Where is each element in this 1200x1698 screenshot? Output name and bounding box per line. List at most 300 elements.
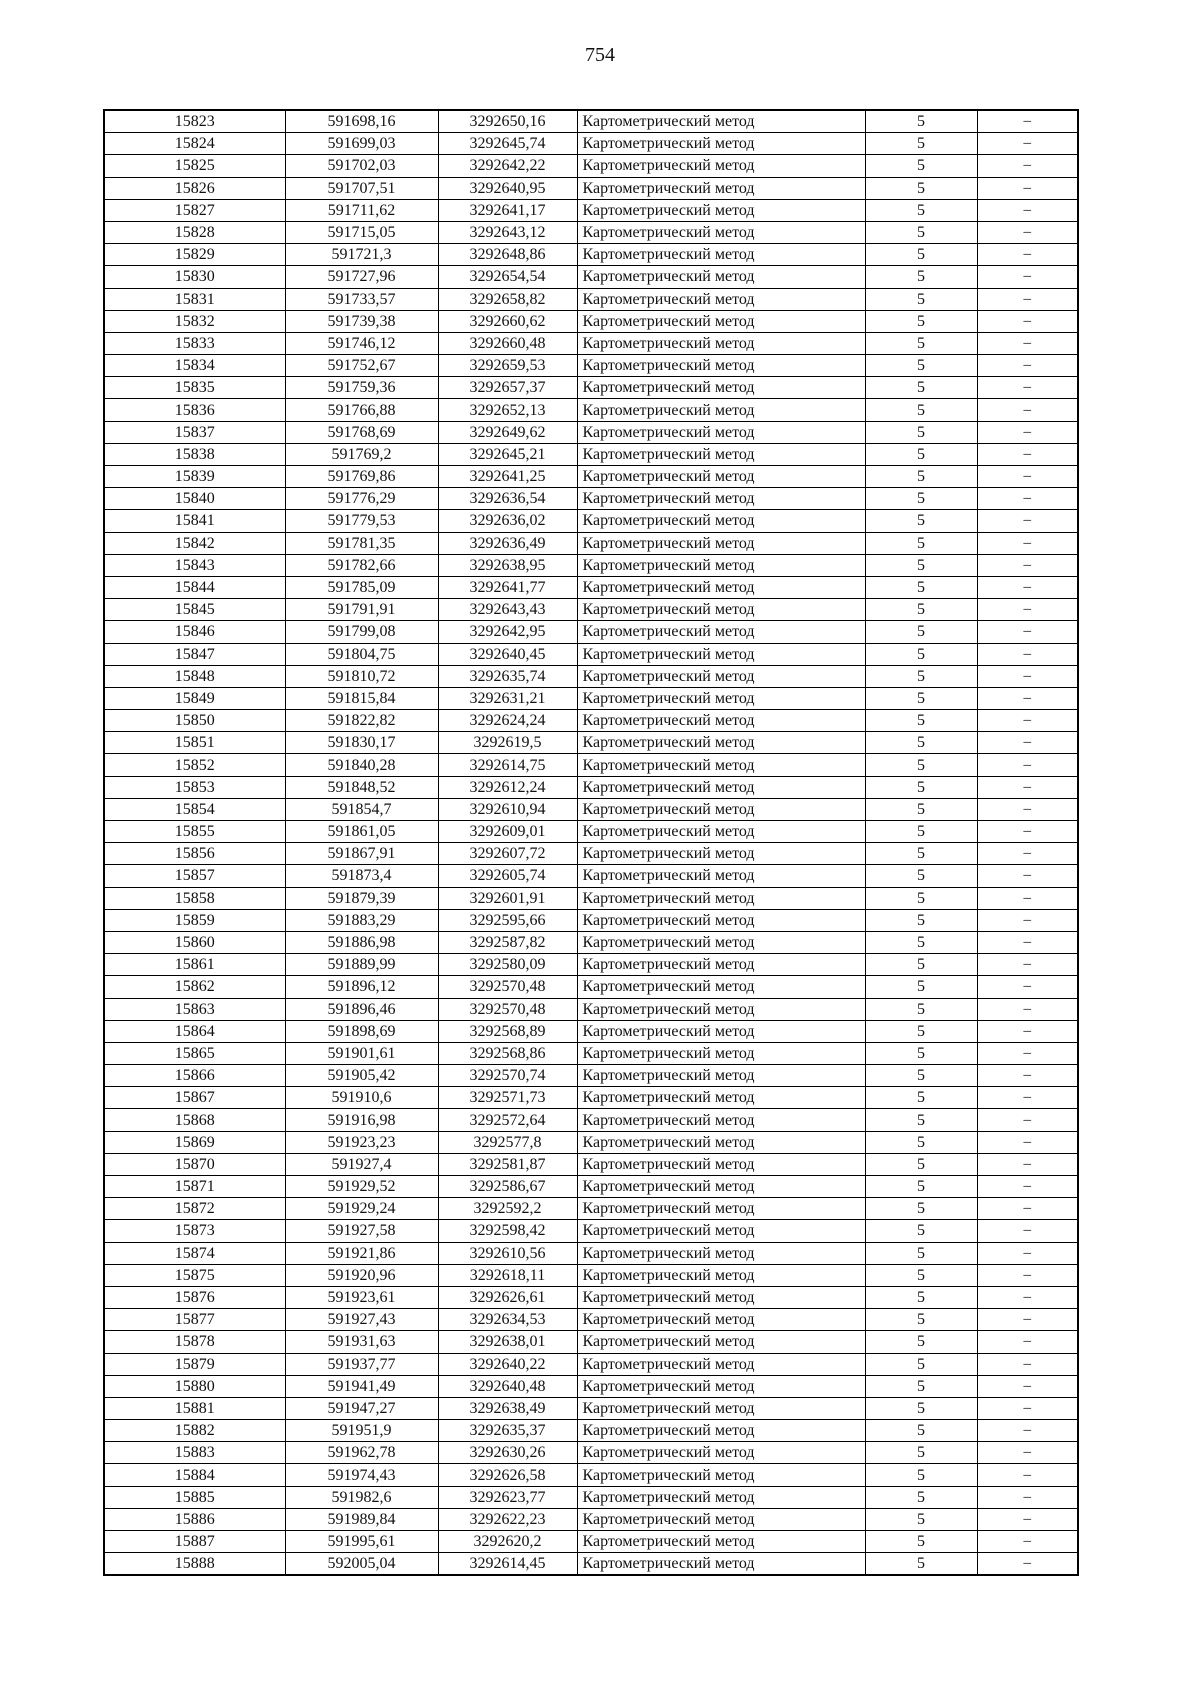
point-number-cell: 15823 [104,110,285,133]
table-row [104,1220,1078,1242]
x-coordinate-cell: 591861,05 [285,821,438,843]
x-coordinate-cell: 591923,61 [285,1286,438,1308]
accuracy-cell: 5 [865,332,977,354]
point-number-cell: 15858 [104,887,285,909]
method-cell: Картометрический метод [577,843,865,865]
coordinates-table-body [104,110,1078,1575]
x-coordinate-cell: 591785,09 [285,576,438,598]
method-cell: Картометрический метод [577,399,865,421]
method-cell: Картометрический метод [577,798,865,820]
y-coordinate-cell: 3292572,64 [438,1109,577,1131]
x-coordinate-cell: 591974,43 [285,1464,438,1486]
note-cell: – [977,576,1078,598]
table-row [104,865,1078,887]
x-coordinate-cell: 591898,69 [285,1020,438,1042]
table-row [104,687,1078,709]
x-coordinate-cell: 591746,12 [285,332,438,354]
note-cell: – [977,244,1078,266]
y-coordinate-cell: 3292607,72 [438,843,577,865]
point-number-cell: 15877 [104,1309,285,1331]
y-coordinate-cell: 3292568,86 [438,1042,577,1064]
table-row [104,576,1078,598]
x-coordinate-cell: 591769,2 [285,443,438,465]
x-coordinate-cell: 591921,86 [285,1242,438,1264]
method-cell: Картометрический метод [577,1198,865,1220]
y-coordinate-cell: 3292619,5 [438,732,577,754]
accuracy-cell: 5 [865,954,977,976]
table-row [104,1131,1078,1153]
method-cell: Картометрический метод [577,244,865,266]
point-number-cell: 15868 [104,1109,285,1131]
accuracy-cell: 5 [865,1131,977,1153]
table-row [104,1397,1078,1419]
point-number-cell: 15887 [104,1531,285,1553]
accuracy-cell: 5 [865,599,977,621]
table-row [104,399,1078,421]
y-coordinate-cell: 3292640,22 [438,1353,577,1375]
x-coordinate-cell: 591910,6 [285,1087,438,1109]
method-cell: Картометрический метод [577,288,865,310]
table-row [104,221,1078,243]
note-cell: – [977,1286,1078,1308]
table-row [104,621,1078,643]
y-coordinate-cell: 3292570,74 [438,1065,577,1087]
note-cell: – [977,1131,1078,1153]
method-cell: Картометрический метод [577,443,865,465]
y-coordinate-cell: 3292571,73 [438,1087,577,1109]
table-row [104,1020,1078,1042]
accuracy-cell: 5 [865,199,977,221]
note-cell: – [977,488,1078,510]
x-coordinate-cell: 591815,84 [285,687,438,709]
x-coordinate-cell: 591929,52 [285,1176,438,1198]
method-cell: Картометрический метод [577,687,865,709]
note-cell: – [977,1420,1078,1442]
y-coordinate-cell: 3292614,75 [438,754,577,776]
accuracy-cell: 5 [865,1397,977,1419]
point-number-cell: 15825 [104,155,285,177]
table-row [104,599,1078,621]
note-cell: – [977,1042,1078,1064]
point-number-cell: 15866 [104,1065,285,1087]
y-coordinate-cell: 3292605,74 [438,865,577,887]
point-number-cell: 15860 [104,931,285,953]
x-coordinate-cell: 591830,17 [285,732,438,754]
accuracy-cell: 5 [865,1242,977,1264]
method-cell: Картометрический метод [577,710,865,732]
point-number-cell: 15830 [104,266,285,288]
table-row [104,1198,1078,1220]
note-cell: – [977,443,1078,465]
note-cell: – [977,1264,1078,1286]
table-row [104,909,1078,931]
accuracy-cell: 5 [865,1153,977,1175]
table-row [104,554,1078,576]
note-cell: – [977,377,1078,399]
point-number-cell: 15849 [104,687,285,709]
method-cell: Картометрический метод [577,488,865,510]
method-cell: Картометрический метод [577,1264,865,1286]
method-cell: Картометрический метод [577,1508,865,1530]
accuracy-cell: 5 [865,1109,977,1131]
table-row [104,1420,1078,1442]
accuracy-cell: 5 [865,665,977,687]
y-coordinate-cell: 3292624,24 [438,710,577,732]
point-number-cell: 15836 [104,399,285,421]
note-cell: – [977,1087,1078,1109]
accuracy-cell: 5 [865,133,977,155]
table-row [104,133,1078,155]
y-coordinate-cell: 3292595,66 [438,909,577,931]
y-coordinate-cell: 3292660,62 [438,310,577,332]
y-coordinate-cell: 3292638,49 [438,1397,577,1419]
method-cell: Картометрический метод [577,1553,865,1576]
y-coordinate-cell: 3292642,22 [438,155,577,177]
method-cell: Картометрический метод [577,1486,865,1508]
x-coordinate-cell: 591766,88 [285,399,438,421]
table-row [104,1176,1078,1198]
x-coordinate-cell: 591699,03 [285,133,438,155]
table-row [104,466,1078,488]
table-row [104,1331,1078,1353]
accuracy-cell: 5 [865,1087,977,1109]
table-row [104,1375,1078,1397]
accuracy-cell: 5 [865,399,977,421]
point-number-cell: 15838 [104,443,285,465]
note-cell: – [977,887,1078,909]
method-cell: Картометрический метод [577,421,865,443]
accuracy-cell: 5 [865,377,977,399]
method-cell: Картометрический метод [577,1087,865,1109]
method-cell: Картометрический метод [577,1309,865,1331]
point-number-cell: 15833 [104,332,285,354]
method-cell: Картометрический метод [577,199,865,221]
accuracy-cell: 5 [865,998,977,1020]
x-coordinate-cell: 591791,91 [285,599,438,621]
note-cell: – [977,110,1078,133]
method-cell: Картометрический метод [577,355,865,377]
method-cell: Картометрический метод [577,887,865,909]
point-number-cell: 15829 [104,244,285,266]
accuracy-cell: 5 [865,1286,977,1308]
note-cell: – [977,532,1078,554]
y-coordinate-cell: 3292641,77 [438,576,577,598]
method-cell: Картометрический метод [577,1242,865,1264]
page-number: 754 [585,44,615,66]
note-cell: – [977,1198,1078,1220]
point-number-cell: 15885 [104,1486,285,1508]
accuracy-cell: 5 [865,1065,977,1087]
note-cell: – [977,599,1078,621]
x-coordinate-cell: 591822,82 [285,710,438,732]
x-coordinate-cell: 591727,96 [285,266,438,288]
table-row [104,754,1078,776]
method-cell: Картометрический метод [577,266,865,288]
point-number-cell: 15839 [104,466,285,488]
note-cell: – [977,732,1078,754]
accuracy-cell: 5 [865,421,977,443]
point-number-cell: 15845 [104,599,285,621]
table-row [104,931,1078,953]
accuracy-cell: 5 [865,1508,977,1530]
accuracy-cell: 5 [865,110,977,133]
y-coordinate-cell: 3292623,77 [438,1486,577,1508]
point-number-cell: 15864 [104,1020,285,1042]
accuracy-cell: 5 [865,554,977,576]
accuracy-cell: 5 [865,488,977,510]
note-cell: – [977,1109,1078,1131]
accuracy-cell: 5 [865,510,977,532]
table-row [104,1264,1078,1286]
accuracy-cell: 5 [865,643,977,665]
y-coordinate-cell: 3292649,62 [438,421,577,443]
accuracy-cell: 5 [865,843,977,865]
note-cell: – [977,421,1078,443]
note-cell: – [977,776,1078,798]
accuracy-cell: 5 [865,710,977,732]
note-cell: – [977,710,1078,732]
point-number-cell: 15873 [104,1220,285,1242]
table-row [104,732,1078,754]
note-cell: – [977,976,1078,998]
table-row [104,976,1078,998]
y-coordinate-cell: 3292581,87 [438,1153,577,1175]
table-row [104,421,1078,443]
accuracy-cell: 5 [865,266,977,288]
point-number-cell: 15852 [104,754,285,776]
accuracy-cell: 5 [865,754,977,776]
note-cell: – [977,687,1078,709]
method-cell: Картометрический метод [577,954,865,976]
point-number-cell: 15880 [104,1375,285,1397]
accuracy-cell: 5 [865,576,977,598]
note-cell: – [977,621,1078,643]
note-cell: – [977,355,1078,377]
method-cell: Картометрический метод [577,1042,865,1064]
y-coordinate-cell: 3292610,94 [438,798,577,820]
x-coordinate-cell: 591951,9 [285,1420,438,1442]
table-row [104,643,1078,665]
accuracy-cell: 5 [865,687,977,709]
note-cell: – [977,1353,1078,1375]
y-coordinate-cell: 3292631,21 [438,687,577,709]
y-coordinate-cell: 3292620,2 [438,1531,577,1553]
table-row [104,1531,1078,1553]
note-cell: – [977,554,1078,576]
point-number-cell: 15850 [104,710,285,732]
point-number-cell: 15871 [104,1176,285,1198]
x-coordinate-cell: 591840,28 [285,754,438,776]
table-row [104,1042,1078,1064]
x-coordinate-cell: 591916,98 [285,1109,438,1131]
table-row [104,1242,1078,1264]
accuracy-cell: 5 [865,288,977,310]
y-coordinate-cell: 3292636,49 [438,532,577,554]
point-number-cell: 15856 [104,843,285,865]
table-row [104,155,1078,177]
point-number-cell: 15827 [104,199,285,221]
table-row [104,488,1078,510]
point-number-cell: 15842 [104,532,285,554]
note-cell: – [977,1176,1078,1198]
note-cell: – [977,998,1078,1020]
point-number-cell: 15846 [104,621,285,643]
note-cell: – [977,1397,1078,1419]
note-cell: – [977,221,1078,243]
y-coordinate-cell: 3292630,26 [438,1442,577,1464]
x-coordinate-cell: 591698,16 [285,110,438,133]
point-number-cell: 15865 [104,1042,285,1064]
note-cell: – [977,1508,1078,1530]
note-cell: – [977,1464,1078,1486]
y-coordinate-cell: 3292648,86 [438,244,577,266]
note-cell: – [977,177,1078,199]
y-coordinate-cell: 3292570,48 [438,976,577,998]
point-number-cell: 15882 [104,1420,285,1442]
table-row [104,1353,1078,1375]
point-number-cell: 15867 [104,1087,285,1109]
accuracy-cell: 5 [865,1486,977,1508]
x-coordinate-cell: 591931,63 [285,1331,438,1353]
method-cell: Картометрический метод [577,466,865,488]
y-coordinate-cell: 3292610,56 [438,1242,577,1264]
note-cell: – [977,1153,1078,1175]
accuracy-cell: 5 [865,821,977,843]
y-coordinate-cell: 3292626,58 [438,1464,577,1486]
note-cell: – [977,1531,1078,1553]
table-row [104,1508,1078,1530]
table-row [104,887,1078,909]
x-coordinate-cell: 591715,05 [285,221,438,243]
point-number-cell: 15874 [104,1242,285,1264]
method-cell: Картометрический метод [577,665,865,687]
table-row [104,288,1078,310]
table-row [104,1442,1078,1464]
accuracy-cell: 5 [865,1420,977,1442]
method-cell: Картометрический метод [577,1375,865,1397]
method-cell: Картометрический метод [577,1353,865,1375]
y-coordinate-cell: 3292635,37 [438,1420,577,1442]
x-coordinate-cell: 591779,53 [285,510,438,532]
table-row [104,1486,1078,1508]
y-coordinate-cell: 3292650,16 [438,110,577,133]
x-coordinate-cell: 591848,52 [285,776,438,798]
point-number-cell: 15837 [104,421,285,443]
method-cell: Картометрический метод [577,1153,865,1175]
accuracy-cell: 5 [865,1042,977,1064]
method-cell: Картометрический метод [577,931,865,953]
method-cell: Картометрический метод [577,821,865,843]
note-cell: – [977,155,1078,177]
x-coordinate-cell: 591873,4 [285,865,438,887]
y-coordinate-cell: 3292641,25 [438,466,577,488]
y-coordinate-cell: 3292598,42 [438,1220,577,1242]
note-cell: – [977,1553,1078,1576]
y-coordinate-cell: 3292658,82 [438,288,577,310]
method-cell: Картометрический метод [577,1176,865,1198]
note-cell: – [977,1375,1078,1397]
accuracy-cell: 5 [865,1442,977,1464]
x-coordinate-cell: 591721,3 [285,244,438,266]
x-coordinate-cell: 591962,78 [285,1442,438,1464]
accuracy-cell: 5 [865,909,977,931]
table-row [104,821,1078,843]
point-number-cell: 15862 [104,976,285,998]
table-row [104,443,1078,465]
y-coordinate-cell: 3292622,23 [438,1508,577,1530]
y-coordinate-cell: 3292640,48 [438,1375,577,1397]
table-row [104,355,1078,377]
note-cell: – [977,133,1078,155]
table-row [104,1153,1078,1175]
note-cell: – [977,1442,1078,1464]
accuracy-cell: 5 [865,1464,977,1486]
note-cell: – [977,510,1078,532]
y-coordinate-cell: 3292614,45 [438,1553,577,1576]
table-row [104,998,1078,1020]
accuracy-cell: 5 [865,1375,977,1397]
x-coordinate-cell: 591702,03 [285,155,438,177]
x-coordinate-cell: 591929,24 [285,1198,438,1220]
table-row [104,665,1078,687]
note-cell: – [977,310,1078,332]
note-cell: – [977,288,1078,310]
table-row [104,510,1078,532]
accuracy-cell: 5 [865,798,977,820]
x-coordinate-cell: 591995,61 [285,1531,438,1553]
table-row [104,244,1078,266]
y-coordinate-cell: 3292636,54 [438,488,577,510]
y-coordinate-cell: 3292640,95 [438,177,577,199]
x-coordinate-cell: 591867,91 [285,843,438,865]
y-coordinate-cell: 3292612,24 [438,776,577,798]
method-cell: Картометрический метод [577,576,865,598]
point-number-cell: 15879 [104,1353,285,1375]
x-coordinate-cell: 591733,57 [285,288,438,310]
x-coordinate-cell: 591711,62 [285,199,438,221]
y-coordinate-cell: 3292652,13 [438,399,577,421]
accuracy-cell: 5 [865,776,977,798]
note-cell: – [977,1486,1078,1508]
method-cell: Картометрический метод [577,1220,865,1242]
x-coordinate-cell: 591901,61 [285,1042,438,1064]
x-coordinate-cell: 591889,99 [285,954,438,976]
table-row [104,1553,1078,1576]
method-cell: Картометрический метод [577,776,865,798]
note-cell: – [977,843,1078,865]
note-cell: – [977,266,1078,288]
method-cell: Картометрический метод [577,332,865,354]
y-coordinate-cell: 3292609,01 [438,821,577,843]
table-row [104,843,1078,865]
y-coordinate-cell: 3292626,61 [438,1286,577,1308]
note-cell: – [977,466,1078,488]
y-coordinate-cell: 3292587,82 [438,931,577,953]
accuracy-cell: 5 [865,155,977,177]
table-row [104,199,1078,221]
method-cell: Картометрический метод [577,909,865,931]
point-number-cell: 15857 [104,865,285,887]
method-cell: Картометрический метод [577,1420,865,1442]
accuracy-cell: 5 [865,310,977,332]
method-cell: Картометрический метод [577,532,865,554]
table-row [104,332,1078,354]
note-cell: – [977,798,1078,820]
table-row [104,776,1078,798]
y-coordinate-cell: 3292642,95 [438,621,577,643]
y-coordinate-cell: 3292601,91 [438,887,577,909]
accuracy-cell: 5 [865,1309,977,1331]
